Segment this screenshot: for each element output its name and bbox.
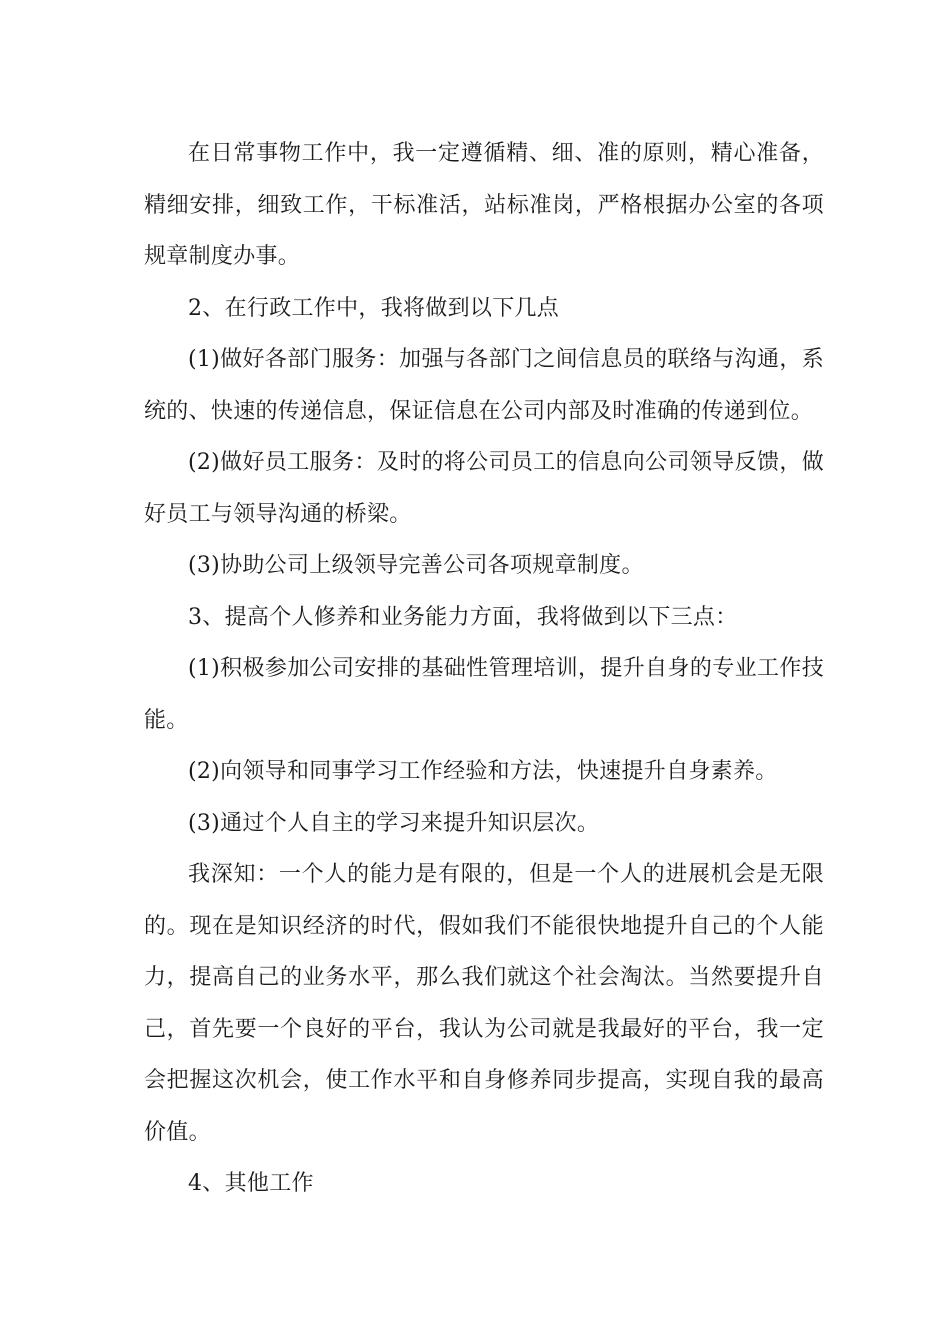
paragraph-daily-work: 在日常事物工作中，我一定遵循精、细、准的原则，精心准备，精细安排，细致工作，干标准活，站标准岗，严格根据办公室的各项规章制度办事。 — [144, 141, 824, 269]
paragraph-employee-service: (2)做好员工服务：及时的将公司员工的信息向公司领导反馈，做好员工与领导沟通的桥梁。 — [144, 450, 824, 527]
paragraph-learn-from-colleagues: (2)向领导和同事学习工作经验和方法，快速提升自身素养。 — [188, 759, 778, 784]
paragraph-training: (1)积极参加公司安排的基础性管理培训，提升自身的专业工作技能。 — [144, 656, 824, 733]
heading-personal-improvement: 3、提高个人修养和业务能力方面，我将做到以下三点： — [188, 604, 738, 630]
heading-other-work: 4、其他工作 — [188, 1171, 314, 1196]
paragraph-department-service: (1)做好各部门服务：加强与各部门之间信息员的联络与沟通，系统的、快速的传递信息，保证信息在公司内部及时准确的传递到位。 — [144, 347, 824, 424]
paragraph-self-study: (3)通过个人自主的学习来提升知识层次。 — [188, 810, 600, 836]
paragraph-reflection: 我深知：一个人的能力是有限的，但是一个人的进展机会是无限的。现在是知识经济的时代，假如我们不能很快地提升自己的个人能力，提高自己的业务水平，那么我们就这个社会淘汰。当然要提升自己，首先要一个良好的平台，我认为公司就是我最好的平台，我一定会把握这次机会，使工作水平和自身修养同步提高，实现自我的最高价值。 — [144, 862, 824, 1145]
document-body — [144, 128, 824, 1210]
paragraph-assist-rules: (3)协助公司上级领导完善公司各项规章制度。 — [188, 553, 644, 578]
heading-administrative-work: 2、在行政工作中，我将做到以下几点 — [188, 295, 560, 321]
